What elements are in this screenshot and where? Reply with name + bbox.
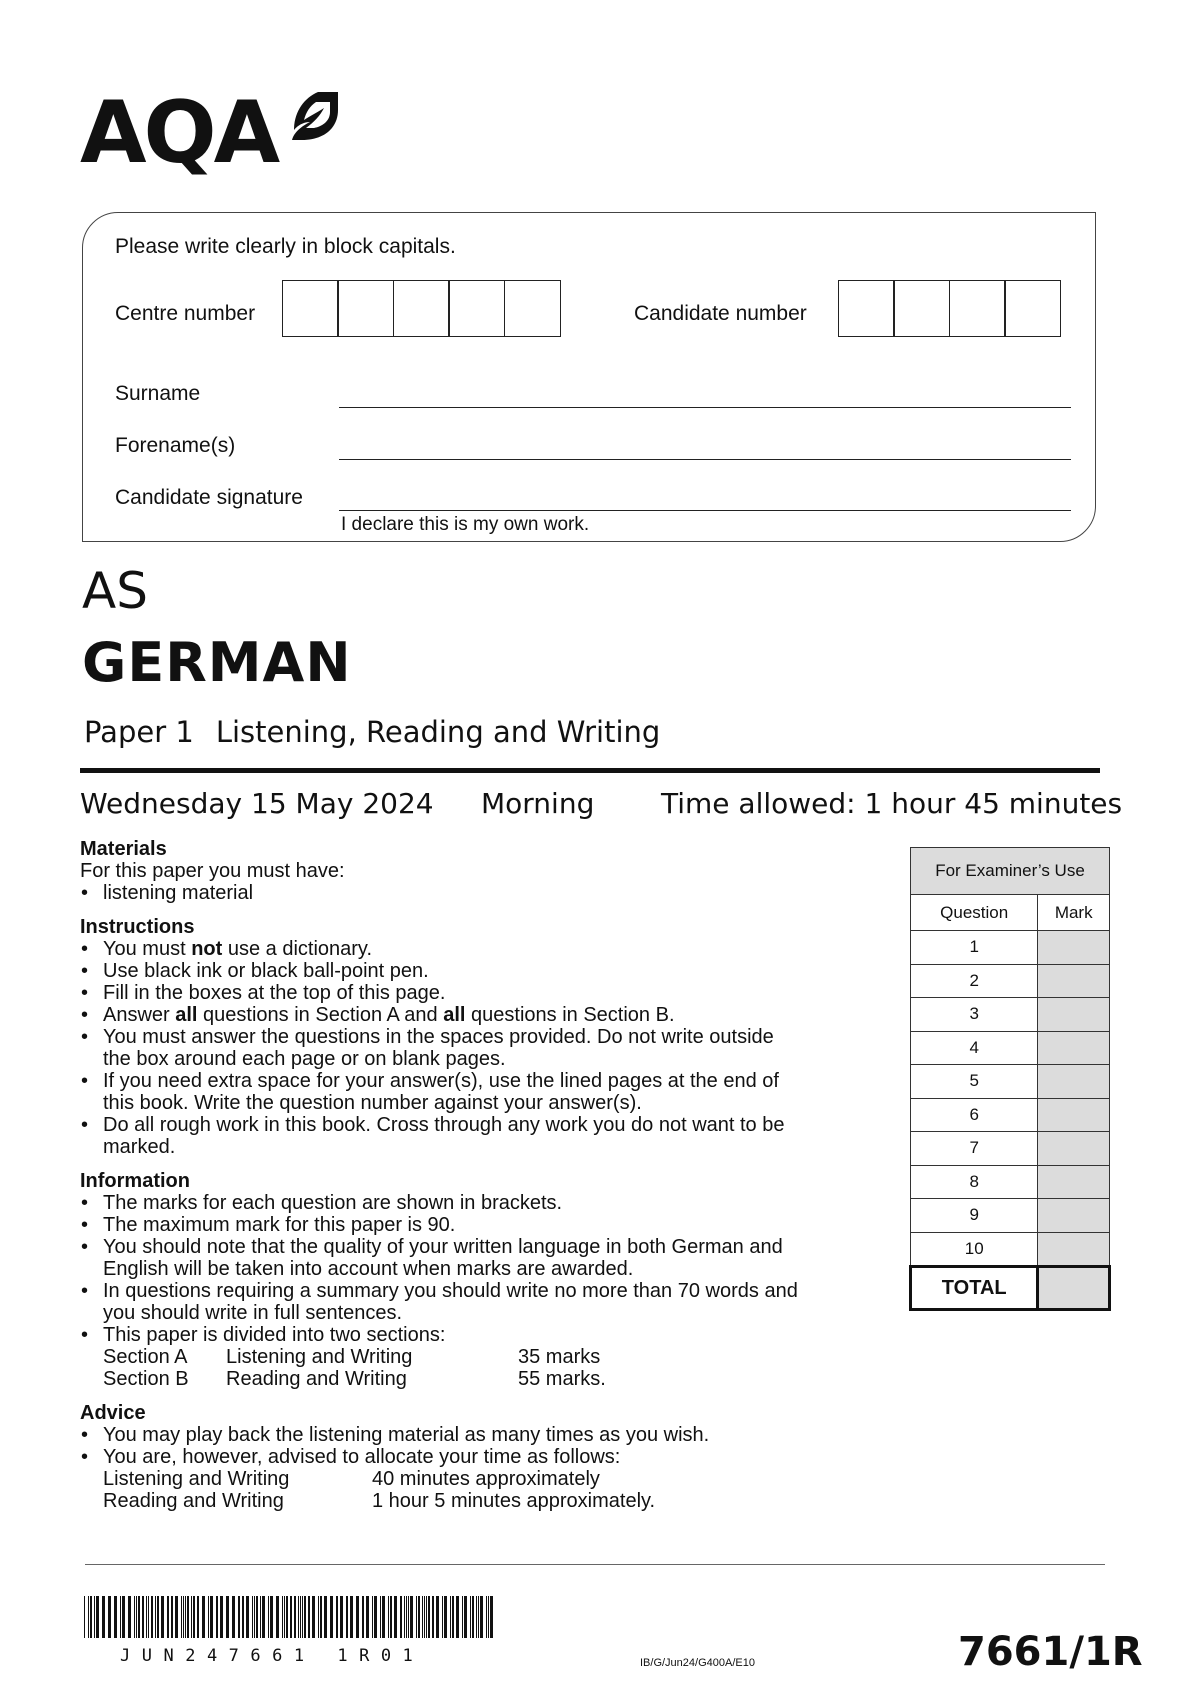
advice-heading: Advice (80, 1402, 146, 1424)
timing-duration: 1 hour 5 minutes approximately. (372, 1490, 656, 1512)
table-row (911, 1232, 1110, 1267)
barcode-bar (102, 1596, 105, 1638)
barcode-bar (324, 1596, 327, 1638)
subject-title: GERMAN (82, 631, 352, 694)
mark-cell (1038, 1199, 1110, 1233)
barcode-bar (226, 1596, 229, 1638)
candidate-number-field[interactable] (839, 280, 1061, 337)
barcode-bar (210, 1596, 213, 1638)
logo-text: AQA (80, 83, 278, 183)
barcode-bar (362, 1596, 364, 1638)
barcode-bar (312, 1596, 315, 1638)
section-name: Section A (103, 1346, 188, 1368)
aqa-logo (80, 83, 350, 188)
barcode-bar (428, 1596, 430, 1638)
barcode-number: JUN247661 1R01 (120, 1646, 425, 1666)
question-number: 8 (911, 1165, 1038, 1199)
question-number: 2 (911, 964, 1038, 998)
barcode-bar (422, 1596, 423, 1638)
barcode-bar (193, 1596, 195, 1638)
barcode-bar (282, 1596, 283, 1638)
barcode-bar (181, 1596, 182, 1638)
barcode-bar (478, 1596, 479, 1638)
section-a-row (80, 1346, 880, 1368)
barcode-bar (346, 1596, 348, 1638)
section-description: Listening and Writing (226, 1346, 413, 1368)
barcode-bar (252, 1596, 253, 1638)
barcode-bar (408, 1596, 409, 1638)
question-number: 4 (911, 1031, 1038, 1065)
barcode-bar (191, 1596, 192, 1638)
barcode-bar (382, 1596, 385, 1638)
barcode-bar (416, 1596, 417, 1638)
total-mark-cell (1038, 1267, 1110, 1310)
barcode-bar (372, 1596, 373, 1638)
barcode-bar (146, 1596, 147, 1638)
barcode-bar (220, 1596, 223, 1638)
barcode-bar (300, 1596, 301, 1638)
barcode (84, 1596, 498, 1638)
barcode-bar (171, 1596, 173, 1638)
barcode-bar (302, 1596, 303, 1638)
barcode-bar (476, 1596, 477, 1638)
candidate-details-box (82, 212, 1096, 542)
mark-cell (1038, 1065, 1110, 1099)
barcode-bar (161, 1596, 164, 1638)
table-row (911, 1065, 1110, 1099)
barcode-bar (426, 1596, 427, 1638)
barcode-bar (380, 1596, 381, 1638)
barcode-bar (366, 1596, 369, 1638)
barcode-bar (108, 1596, 111, 1638)
barcode-bar (394, 1596, 397, 1638)
time-allowed: Time allowed: 1 hour 45 minutes (661, 787, 1123, 820)
centre-number-digit-box[interactable] (504, 280, 561, 337)
barcode-bar (298, 1596, 299, 1638)
paper-name: Listening, Reading and Writing (215, 715, 661, 749)
barcode-bar (330, 1596, 333, 1638)
barcode-bar (456, 1596, 459, 1638)
barcode-bar (452, 1596, 454, 1638)
barcode-bar (88, 1596, 89, 1638)
barcode-bar (242, 1596, 244, 1638)
barcode-bar (84, 1596, 85, 1638)
forenames-label: Forename(s) (115, 434, 236, 457)
barcode-bar (260, 1596, 261, 1638)
barcode-bar (442, 1596, 443, 1638)
question-number: 5 (911, 1065, 1038, 1099)
barcode-bar (96, 1596, 99, 1638)
surname-label: Surname (115, 382, 201, 405)
barcode-bar (136, 1596, 137, 1638)
barcode-bar (444, 1596, 447, 1638)
barcode-bar (284, 1596, 285, 1638)
centre-number-digit-box[interactable] (282, 280, 339, 337)
barcode-bar (410, 1596, 413, 1638)
advice-item: • You are, however, advised to allocate your time as follows: (80, 1446, 880, 1468)
total-row (911, 1267, 1110, 1310)
barcode-bar (462, 1596, 463, 1638)
barcode-bar (122, 1596, 125, 1638)
barcode-bar (148, 1596, 149, 1638)
barcode-bar (270, 1596, 273, 1638)
barcode-bar (432, 1596, 434, 1638)
barcode-bar (472, 1596, 474, 1638)
barcode-bar (404, 1596, 405, 1638)
barcode-bar (167, 1596, 169, 1638)
centre-number-digit-box[interactable] (337, 280, 394, 337)
barcode-bar (470, 1596, 471, 1638)
signature-field[interactable] (339, 510, 1071, 511)
barcode-bar (202, 1596, 205, 1638)
mark-cell (1038, 964, 1110, 998)
barcode-bar (262, 1596, 265, 1638)
information-item: • The maximum mark for this paper is 90. (80, 1214, 880, 1236)
barcode-bar (490, 1596, 493, 1638)
timing-part: Reading and Writing (103, 1490, 284, 1512)
question-number: 7 (911, 1132, 1038, 1166)
advice-list (80, 1424, 880, 1468)
candidate-number-digit-box[interactable] (1004, 280, 1061, 337)
candidate-number-digit-box[interactable] (949, 280, 1006, 337)
barcode-bar (340, 1596, 343, 1638)
barcode-bar (294, 1596, 296, 1638)
declaration-text: I declare this is my own work. (341, 514, 590, 535)
section-marks: 55 marks. (518, 1368, 606, 1390)
timing-row (80, 1468, 880, 1490)
barcode-bar (138, 1596, 140, 1638)
barcode-bar (406, 1596, 407, 1638)
instruction-item: • Answer all questions in Section A and all questions in Section B. (80, 1004, 880, 1026)
instruction-item: • Do all rough work in this book. Cross through any work you do not want to be marked. (80, 1114, 880, 1158)
centre-number-label: Centre number (115, 302, 256, 325)
paper-number: Paper 1 (84, 715, 194, 749)
instruction-item: • Fill in the boxes at the top of this page. (80, 982, 880, 1004)
barcode-bar (488, 1596, 489, 1638)
barcode-bar (308, 1596, 310, 1638)
question-number: 9 (911, 1199, 1038, 1233)
barcode-bar (388, 1596, 389, 1638)
question-number: 3 (911, 998, 1038, 1032)
barcode-bar (390, 1596, 392, 1638)
section-marks: 35 marks (518, 1346, 601, 1368)
exam-date: Wednesday 15 May 2024 (80, 787, 434, 820)
front-page-instructions (80, 838, 880, 1512)
materials-intro: For this paper you must have: (80, 860, 345, 882)
barcode-bar (400, 1596, 402, 1638)
barcode-bar (374, 1596, 377, 1638)
barcode-bar (304, 1596, 306, 1638)
barcode-bar (254, 1596, 255, 1638)
information-item: • In questions requiring a summary you should write no more than 70 words and you should write in full sentences. (80, 1280, 880, 1324)
materials-item: • listening material (80, 882, 880, 904)
mark-cell (1038, 1098, 1110, 1132)
barcode-bar (276, 1596, 279, 1638)
table-row (911, 1165, 1110, 1199)
barcode-bar (185, 1596, 186, 1638)
instruction-item: • Use black ink or black ball-point pen. (80, 960, 880, 982)
barcode-bar (268, 1596, 269, 1638)
examiner-use-table (909, 847, 1111, 1311)
candidate-number-digit-box[interactable] (893, 280, 950, 337)
barcode-bar (175, 1596, 178, 1638)
paper-code: 7661/1R (958, 1629, 1143, 1675)
information-heading: Information (80, 1170, 190, 1192)
centre-number-digit-box[interactable] (448, 280, 505, 337)
information-list (80, 1192, 880, 1346)
table-row (911, 1098, 1110, 1132)
barcode-bar (120, 1596, 121, 1638)
section-name: Section B (103, 1368, 189, 1390)
timing-duration: 40 minutes approximately (372, 1468, 600, 1490)
table-row (911, 998, 1110, 1032)
instruction-item: • If you need extra space for your answer(s), use the lined pages at the end of this book. Write the question number against your answer(s). (80, 1070, 880, 1114)
signature-label: Candidate signature (115, 486, 303, 509)
table-row (911, 1199, 1110, 1233)
table-row (911, 931, 1110, 965)
question-number: 10 (911, 1232, 1038, 1267)
mark-cell (1038, 998, 1110, 1032)
materials-list (80, 882, 880, 904)
document-reference: IB/G/Jun24/G400A/E10 (640, 1657, 755, 1669)
mark-cell (1038, 1232, 1110, 1267)
barcode-bar (238, 1596, 240, 1638)
table-row (911, 964, 1110, 998)
barcode-bar (157, 1596, 159, 1638)
barcode-bar (424, 1596, 425, 1638)
candidate-number-digit-box[interactable] (838, 280, 895, 337)
barcode-bar (418, 1596, 420, 1638)
mark-cell (1038, 1132, 1110, 1166)
section-description: Reading and Writing (226, 1368, 407, 1390)
barcode-bar (486, 1596, 487, 1638)
materials-heading: Materials (80, 838, 167, 860)
information-item: • The marks for each question are shown in brackets. (80, 1192, 880, 1214)
barcode-bar (134, 1596, 135, 1638)
candidate-number-label: Candidate number (634, 302, 807, 325)
barcode-bar (183, 1596, 184, 1638)
table-row (911, 1132, 1110, 1166)
barcode-bar (350, 1596, 353, 1638)
total-label: TOTAL (911, 1267, 1038, 1310)
forenames-field[interactable] (339, 459, 1071, 460)
surname-field[interactable] (339, 407, 1071, 408)
information-item: • This paper is divided into two sections: (80, 1324, 880, 1346)
information-item: • You should note that the quality of your written language in both German and English will be taken into account when marks are awarded. (80, 1236, 880, 1280)
barcode-bar (216, 1596, 218, 1638)
footer-divider (85, 1564, 1105, 1565)
qualification-level: AS (82, 562, 148, 620)
barcode-bar (208, 1596, 209, 1638)
barcode-bar (290, 1596, 292, 1638)
exam-session: Morning (481, 787, 595, 820)
timing-row (80, 1490, 880, 1512)
block-capitals-instruction: Please write clearly in block capitals. (115, 235, 456, 258)
barcode-bar (256, 1596, 258, 1638)
barcode-bar (286, 1596, 288, 1638)
mark-cell (1038, 1031, 1110, 1065)
barcode-bar (128, 1596, 131, 1638)
instruction-item: • You must not use a dictionary. (80, 938, 880, 960)
barcode-bar (155, 1596, 156, 1638)
barcode-bar (142, 1596, 144, 1638)
barcode-bar (232, 1596, 235, 1638)
barcode-bar (450, 1596, 451, 1638)
barcode-bar (320, 1596, 322, 1638)
leaf-icon (280, 88, 340, 148)
barcode-bar (436, 1596, 439, 1638)
barcode-bar (90, 1596, 92, 1638)
paper-title (84, 715, 661, 749)
barcode-bar (187, 1596, 189, 1638)
timing-part: Listening and Writing (103, 1468, 290, 1490)
question-column-header: Question (911, 895, 1038, 931)
table-row (911, 1031, 1110, 1065)
question-number: 6 (911, 1098, 1038, 1132)
barcode-bar (151, 1596, 153, 1638)
barcode-bar (480, 1596, 483, 1638)
mark-cell (1038, 1165, 1110, 1199)
barcode-bar (94, 1596, 95, 1638)
mark-column-header: Mark (1038, 895, 1110, 931)
centre-number-digit-box[interactable] (393, 280, 450, 337)
barcode-bar (318, 1596, 319, 1638)
advice-item: • You may play back the listening material as many times as you wish. (80, 1424, 880, 1446)
barcode-bar (114, 1596, 117, 1638)
barcode-bar (356, 1596, 359, 1638)
title-divider (80, 768, 1100, 773)
barcode-bar (336, 1596, 338, 1638)
barcode-bar (246, 1596, 249, 1638)
instructions-list (80, 938, 880, 1158)
centre-number-field[interactable] (283, 280, 561, 337)
instruction-item: • You must answer the questions in the spaces provided. Do not write outside the box around each page or on blank pages. (80, 1026, 880, 1070)
mark-cell (1038, 931, 1110, 965)
question-number: 1 (911, 931, 1038, 965)
barcode-bar (464, 1596, 467, 1638)
examiner-table-heading: For Examiner’s Use (911, 848, 1110, 895)
instructions-heading: Instructions (80, 916, 195, 938)
barcode-bar (197, 1596, 199, 1638)
section-b-row (80, 1368, 880, 1390)
